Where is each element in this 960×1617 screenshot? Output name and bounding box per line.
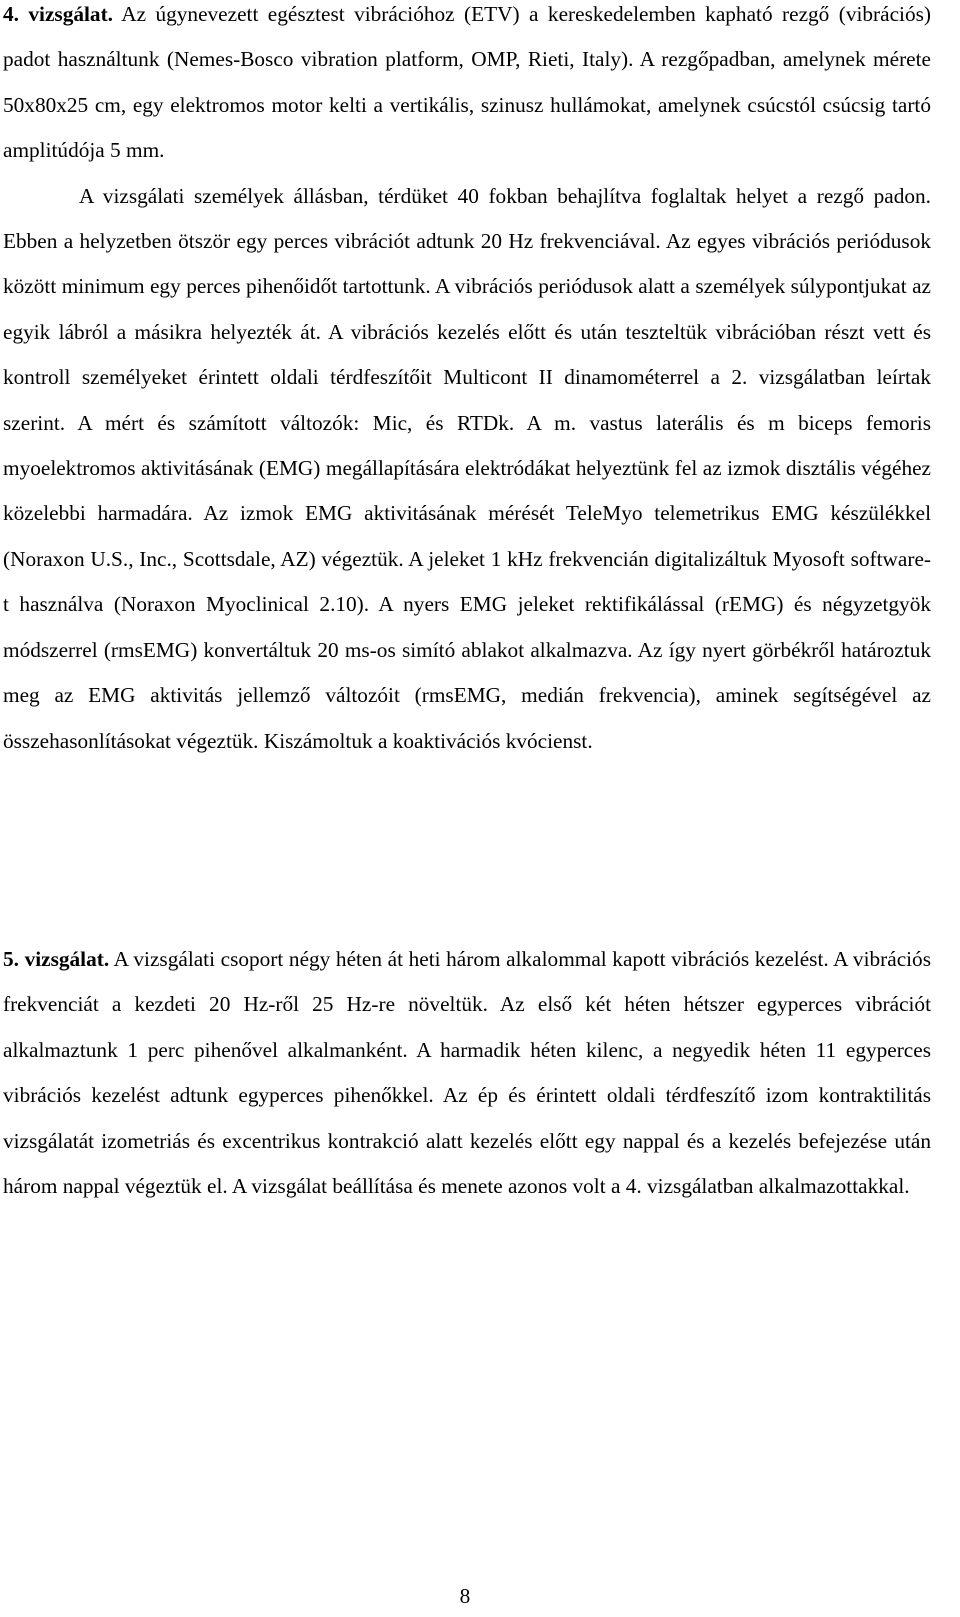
section-4: [3, 0, 931, 764]
section-5: [3, 937, 931, 1209]
section-4-paragraph-1-text: Az úgynevezett egésztest vibrációhoz (ETV) a kereskedelemben kapható rezgő (vibrációs) padot használtunk (Nemes-Bosco vibration platform, OMP, Rieti, Italy). A rezgőpadban, amelynek mérete 50x80x25 cm, egy elektromos motor kelti a vertikális, szinusz hullámokat, amelynek csúcstól csúcsig tartó amplitúdója 5 mm.: [3, 2, 931, 163]
page-number: 8: [459, 1584, 471, 1608]
section-4-paragraph-2: A vizsgálati személyek állásban, térdüket 40 fokban behajlítva foglaltak helyet a rezgő padon. Ebben a helyzetben ötször egy perces vibrációt adtunk 20 Hz frekvenciával. Az egyes vibrációs periódusok között minimum egy perces pihenőidőt tartottunk. A vibrációs periódusok alatt a személyek súlypontjukat az egyik lábról a másikra helyezték át. A vibrációs kezelés előtt és után teszteltük vibrációban részt vett és kontroll személyeket érintett oldali térdfeszítőit Multicont II dinamométerrel a 2. vizsgálatban leírtak szerint. A mért és számított változók: Mic, és RTDk. A m. vastus laterális és m biceps femoris myoelektromos aktivitásának (EMG) megállapítására elektródákat helyeztünk fel az izmok disztális végéhez közelebbi harmadára. Az izmok EMG aktivitásának mérését TeleMyo telemetrikus EMG készülékkel (Noraxon U.S., Inc., Scottsdale, AZ) végeztük. A jeleket 1 kHz frekvencián digitalizáltuk Myosoft software-t használva (Noraxon Myoclinical 2.10). A nyers EMG jeleket rektifikálással (rEMG) és négyzetgyök módszerrel (rmsEMG) konvertáltuk 20 ms-os simító ablakot alkalmazva. Az így nyert görbékről határoztuk meg az EMG aktivitás jellemző változóit (rmsEMG, medián frekvencia), aminek segítségével az összehasonlításokat végeztük. Kiszámoltuk a koaktivációs kvócienst.: [3, 183, 931, 753]
section-5-heading: 5. vizsgálat.: [3, 947, 110, 971]
section-4-heading: 4. vizsgálat.: [3, 2, 113, 26]
section-5-paragraph: [3, 937, 931, 1209]
section-4-paragraph-1: [3, 0, 931, 174]
section-5-paragraph-text: A vizsgálati csoport négy héten át heti három alkalommal kapott vibrációs kezelést. A vibrációs frekvenciát a kezdeti 20 Hz-ről 25 Hz-re növeltük. Az első két héten hétszer egyperces vibrációt alkalmaztunk 1 perc pihenővel alkalmanként. A harmadik héten kilenc, a negyedik héten 11 egyperces vibrációs kezelést adtunk egyperces pihenőkkel. Az ép és érintett oldali térdfeszítő izom kontraktilitás vizsgálatát izometriás és excentrikus kontrakció alatt kezelés előtt egy nappal és a kezelés befejezése után három nappal végeztük el. A vizsgálat beállítása és menete azonos volt a 4. vizsgálatban alkalmazottakkal.: [3, 947, 931, 1199]
